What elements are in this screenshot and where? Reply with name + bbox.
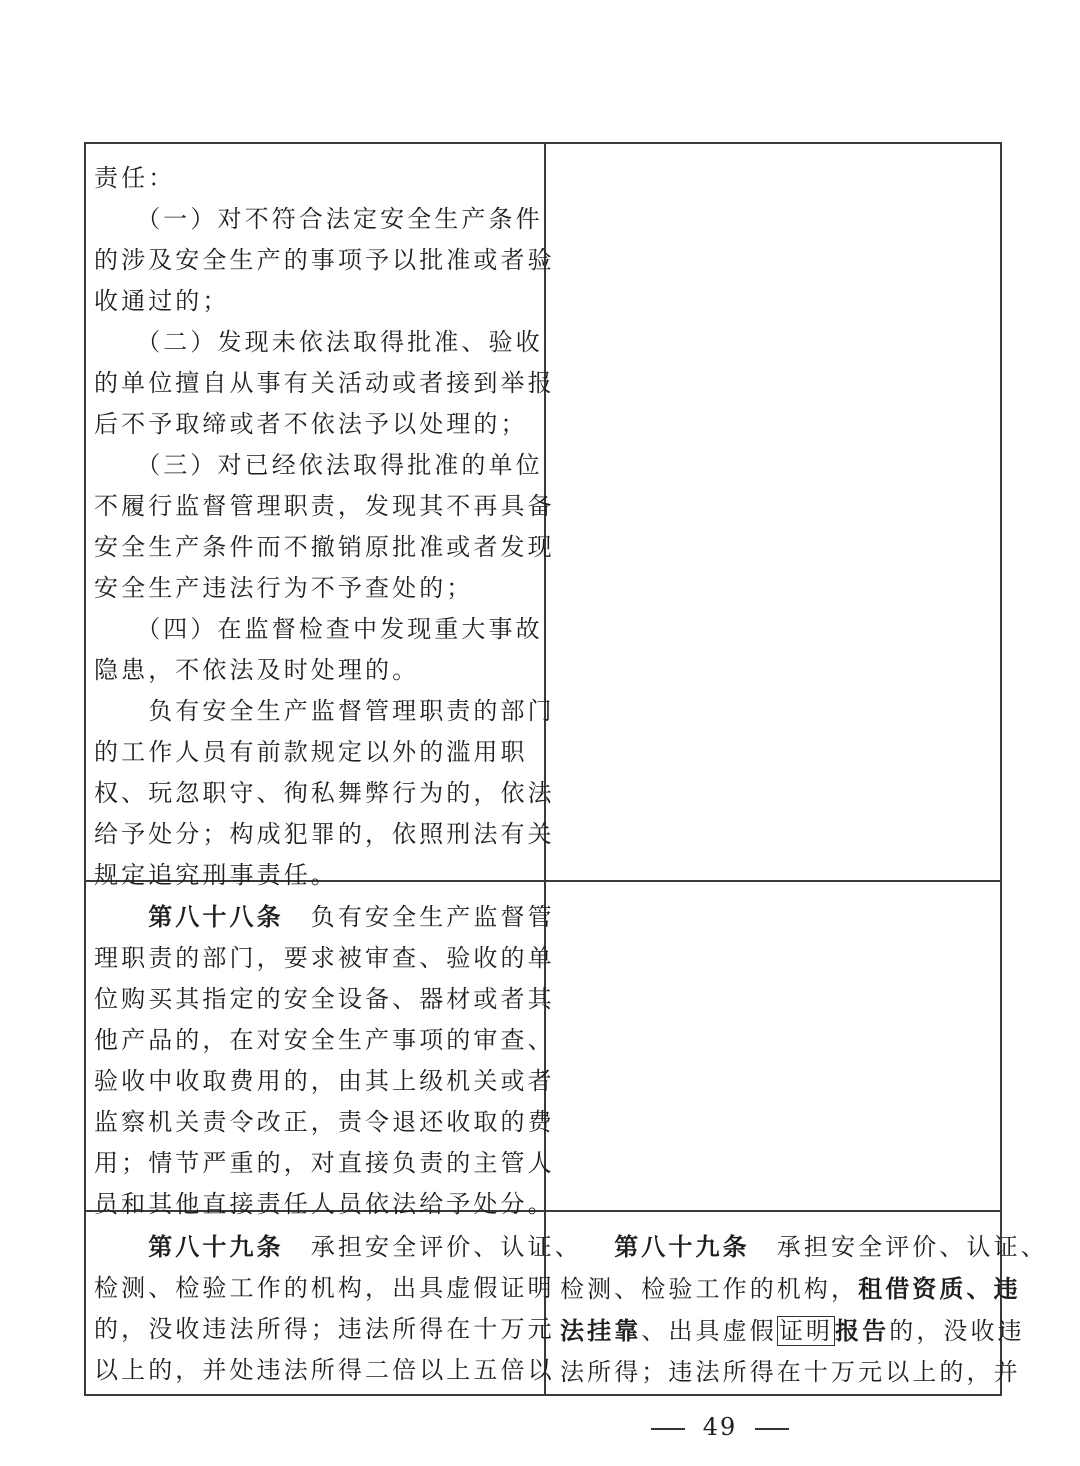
table-row xyxy=(86,882,1000,1218)
table-row xyxy=(86,1212,1048,1394)
text-line: 以上的，并处违法所得二倍以上五倍以 xyxy=(94,1356,555,1384)
added-text: 报告 xyxy=(835,1316,890,1345)
text-line: 规定追究刑事责任。 xyxy=(94,861,338,889)
text-line: 收通过的； xyxy=(94,287,230,315)
text-line: 权、玩忽职守、徇私舞弊行为的，依法 xyxy=(94,779,555,807)
table-row xyxy=(86,144,1000,889)
text-line: 用；情节严重的，对直接负责的主管人 xyxy=(94,1149,555,1177)
original-text-cell xyxy=(86,144,555,889)
text-line: 的涉及安全生产的事项予以批准或者验 xyxy=(94,246,555,274)
text-line: 安全生产违法行为不予查处的； xyxy=(94,574,474,602)
text-span: 的，没收违 xyxy=(889,1317,1025,1345)
text-span: 负有安全生产监督管 xyxy=(283,903,555,931)
text-line: （四）在监督检查中发现重大事故 xyxy=(94,615,543,643)
text-span: 检测、检验工作的机构， xyxy=(560,1275,859,1303)
text-line xyxy=(560,1268,1048,1310)
text-line: 监察机关责令改正，责令退还收取的费 xyxy=(94,1108,555,1136)
text-line xyxy=(560,1226,1048,1268)
added-text: 租借资质、违 xyxy=(858,1274,1021,1303)
text-line: 验收中收取费用的，由其上级机关或者 xyxy=(94,1067,555,1095)
text-line: （三）对已经依法取得批准的单位 xyxy=(94,451,543,479)
text-line: 安全生产条件而不撤销原批准或者发现 xyxy=(94,533,555,561)
page-footer xyxy=(0,1413,1080,1441)
added-text: 法挂靠 xyxy=(560,1316,642,1345)
text-line: 隐患，不依法及时处理的。 xyxy=(94,656,420,684)
page-number: 49 xyxy=(702,1413,738,1441)
text-line: 员和其他直接责任人员依法给予处分。 xyxy=(94,1190,555,1218)
text-line: 他产品的，在对安全生产事项的审查、 xyxy=(94,1026,555,1054)
article-title: 第八十九条 xyxy=(614,1232,750,1261)
text-line xyxy=(560,1310,1048,1352)
comparison-table xyxy=(84,142,1048,1396)
dash-divider xyxy=(651,1428,685,1430)
text-line: （一）对不符合法定安全生产条件 xyxy=(94,205,543,233)
text-line: 的工作人员有前款规定以外的滥用职 xyxy=(94,738,528,766)
text-span: 承担安全评价、认证、 xyxy=(749,1233,1048,1261)
text-line: 不履行监督管理职责，发现其不再具备 xyxy=(94,492,555,520)
text-line: 检测、检验工作的机构，出具虚假证明 xyxy=(94,1274,555,1302)
text-line: 位购买其指定的安全设备、器材或者其 xyxy=(94,985,555,1013)
article-title: 第八十八条 xyxy=(148,902,284,931)
revised-text-cell xyxy=(546,144,1000,880)
original-text-cell xyxy=(86,882,555,1218)
text-line xyxy=(94,896,555,938)
text-span: 、出具虚假 xyxy=(641,1317,777,1345)
text-line: 后不予取缔或者不依法予以处理的； xyxy=(94,410,528,438)
original-text-cell xyxy=(86,1212,582,1394)
text-line xyxy=(94,1226,582,1268)
text-line: 责任： xyxy=(94,164,176,192)
text-line: 给予处分；构成犯罪的，依照刑法有关 xyxy=(94,820,555,848)
text-line: 负有安全生产监督管理职责的部门 xyxy=(94,697,555,725)
text-line: 法所得；违法所得在十万元以上的，并 xyxy=(560,1358,1021,1386)
text-span: 承担安全评价、认证、 xyxy=(283,1233,582,1261)
revised-text-cell xyxy=(546,882,1000,1210)
text-line: 的，没收违法所得；违法所得在十万元 xyxy=(94,1315,555,1343)
revised-text-cell xyxy=(546,1212,1056,1394)
article-title: 第八十九条 xyxy=(148,1232,284,1261)
text-line: 理职责的部门，要求被审查、验收的单 xyxy=(94,944,555,972)
text-line: 的单位擅自从事有关活动或者接到举报 xyxy=(94,369,555,397)
text-line: （二）发现未依法取得批准、验收 xyxy=(94,328,543,356)
dash-divider xyxy=(755,1428,789,1430)
deleted-text-box: 证明 xyxy=(778,1317,834,1345)
